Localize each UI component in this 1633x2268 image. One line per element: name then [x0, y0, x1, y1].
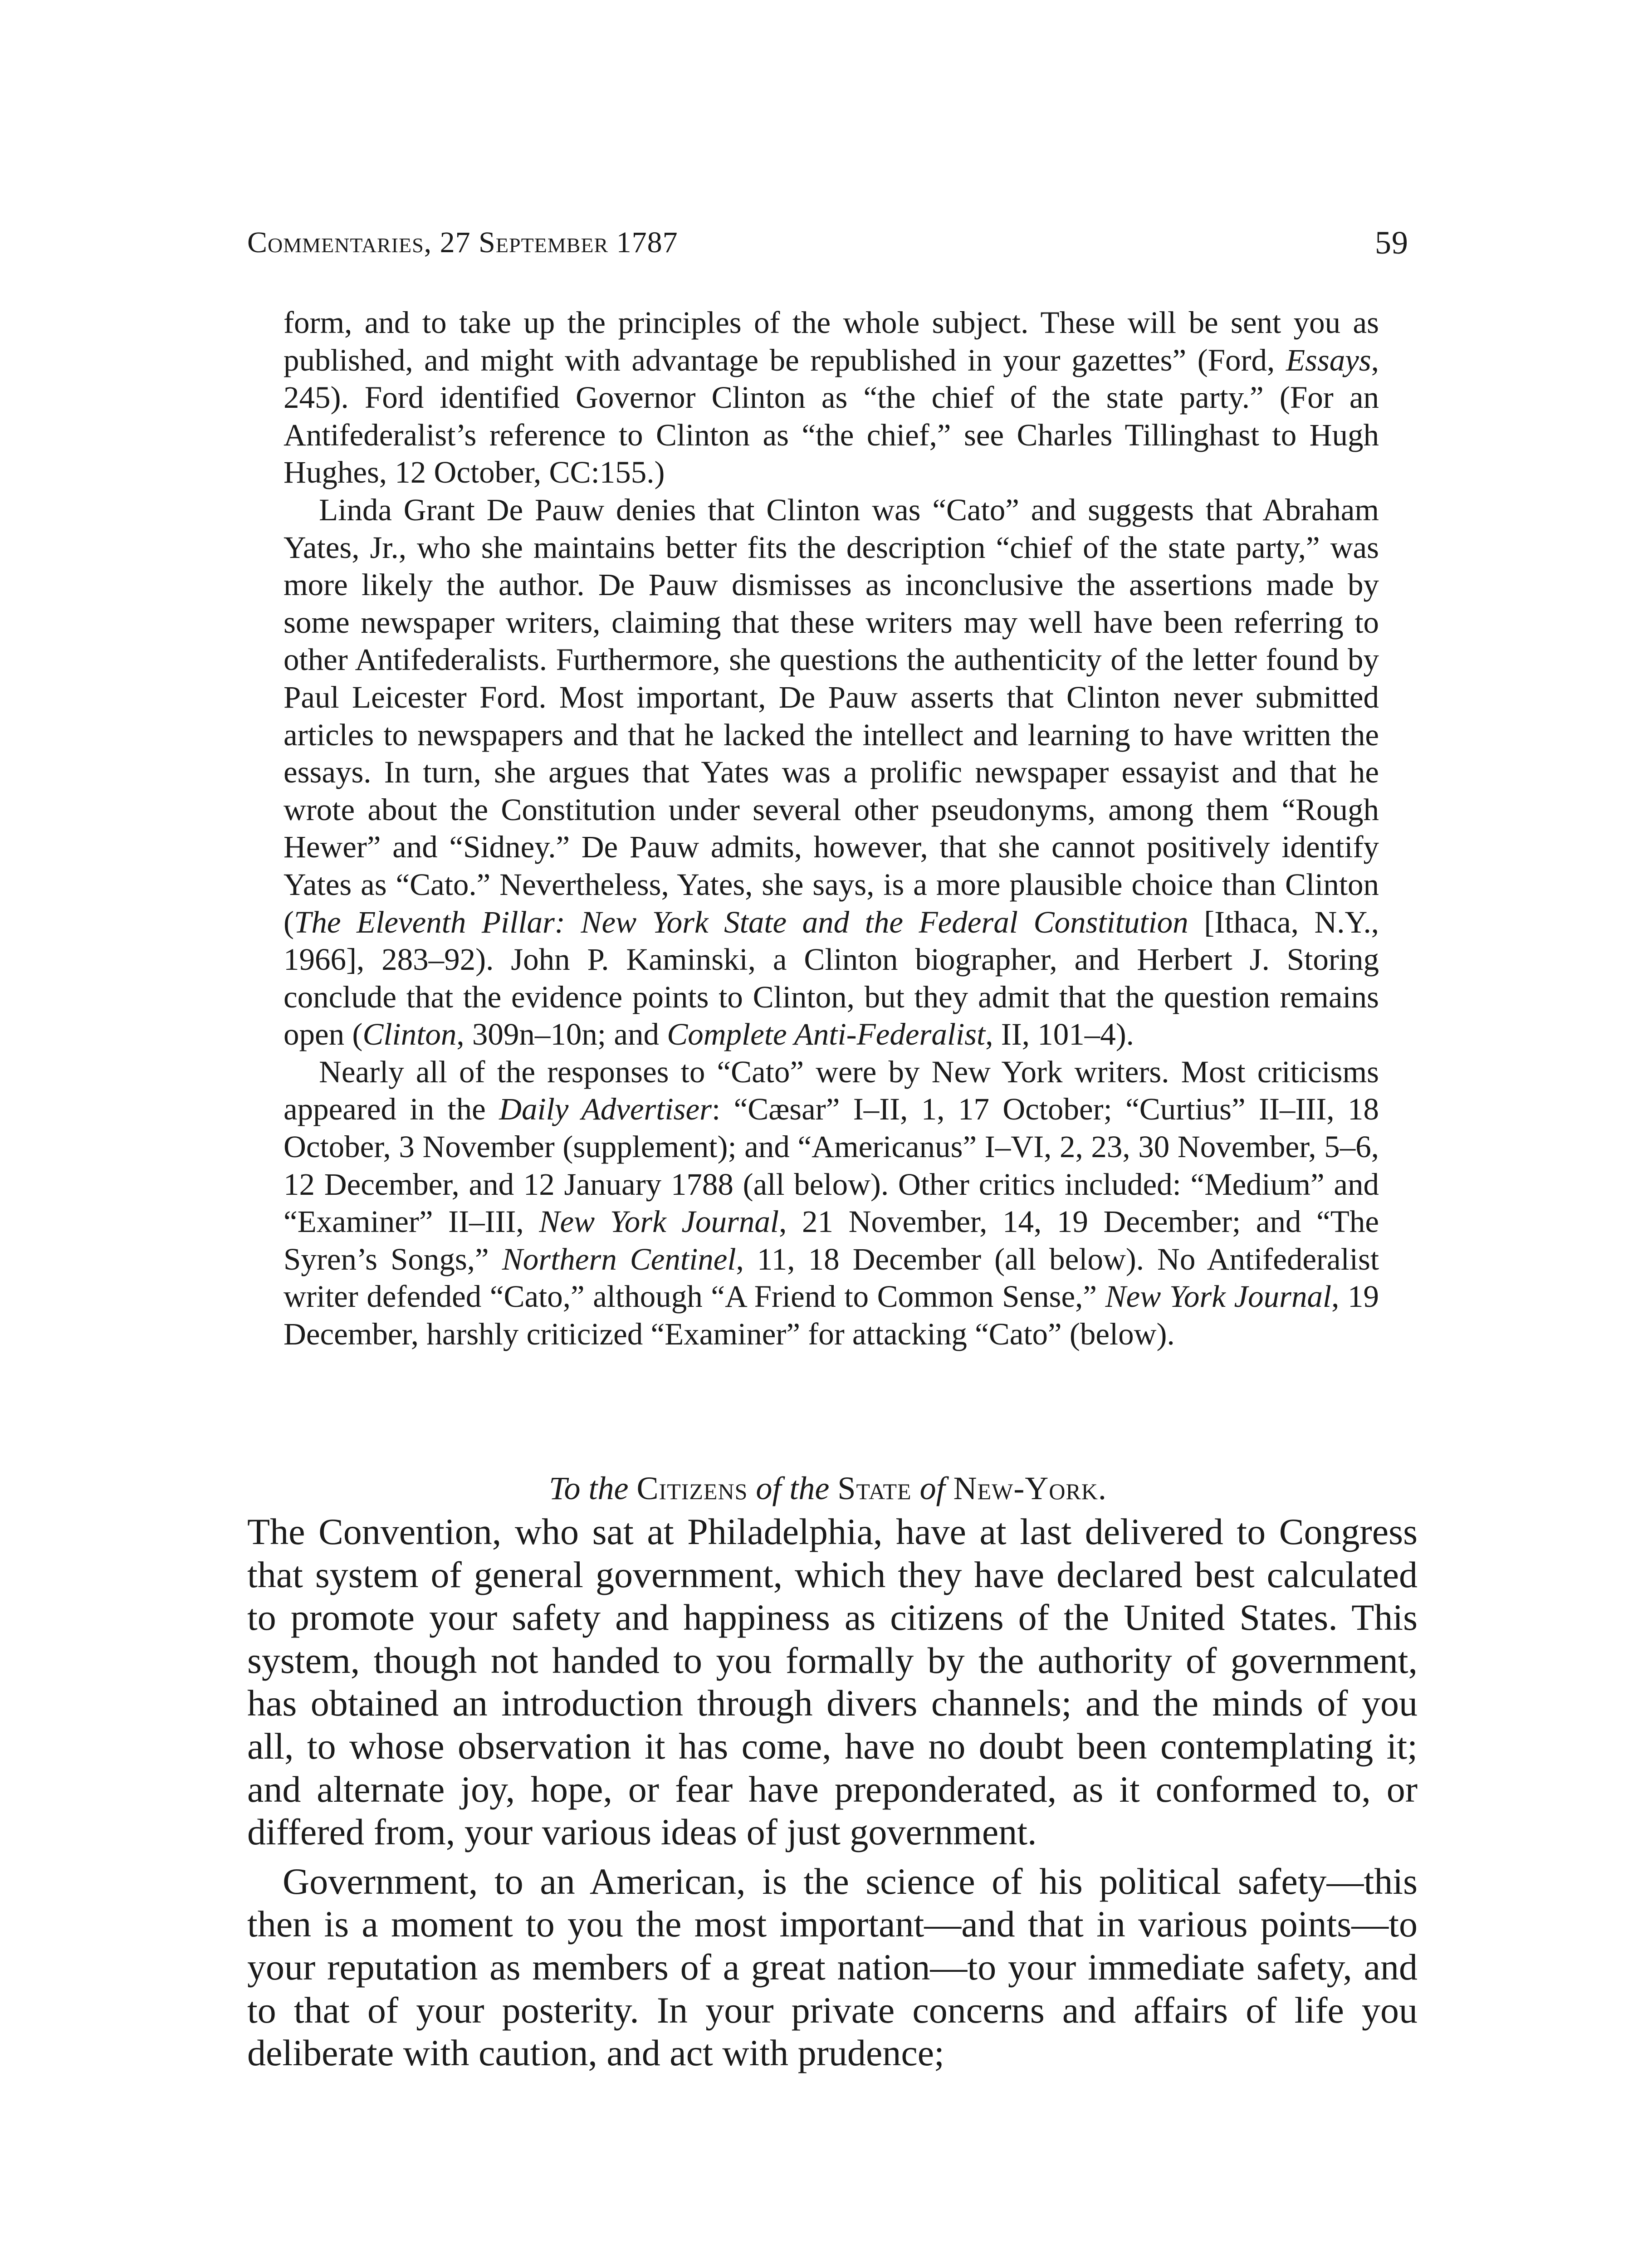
- italic-title: Essays: [1286, 342, 1371, 377]
- commentary-paragraph-3: [284, 1053, 1379, 1353]
- running-head-title: Commentaries, 27 September 1787: [247, 226, 678, 259]
- running-head: [247, 222, 1408, 263]
- text-run: , II, 101–4).: [985, 1017, 1134, 1052]
- italic-title: New York Journal: [1105, 1279, 1332, 1314]
- essay-paragraph-1: The Convention, who sat at Philadelphia, have at last delivered to Congress that system of general government, which they have declared best calculated to promote your safety and happiness as citizens of the United States. This system, though not handed to you formally by the authority of government, has obtained an introduction through divers channels; and the minds of you all, to whose observation it has come, have no doubt been contemplating it; and alternate joy, hope, or fear have preponderated, as it conformed to, or differed from, your various ideas of just government.: [247, 1511, 1418, 1853]
- italic-title: Clinton: [362, 1017, 457, 1052]
- text-run: , 19 December, harshly criticized “Examiner” for attacking “Cato” (below).: [284, 1279, 1379, 1352]
- italic-title: The Eleventh Pillar: New York State and the Federal Constitution: [293, 904, 1188, 939]
- italic-title: Daily Advertiser: [499, 1092, 712, 1127]
- commentary-paragraph-2: [284, 491, 1379, 1053]
- page-number: 59: [1375, 225, 1408, 261]
- text-run: , 11, 18 December (all below). No Antifederalist writer defended “Cato,” although “A Friend to Common Sense,”: [284, 1242, 1379, 1314]
- essay-body: [247, 1510, 1418, 2075]
- italic-title: Complete Anti-Federalist: [667, 1017, 986, 1052]
- text-run: , 309n–10n; and: [456, 1017, 667, 1052]
- essay-heading: [247, 1467, 1408, 1509]
- text-run: form, and to take up the principles of the whole subject. These will be sent you as published, and might with advantage be republished in your gazettes” (Ford,: [284, 305, 1379, 377]
- heading-word: New-York.: [953, 1470, 1107, 1506]
- commentary-paragraph-1: [284, 304, 1379, 491]
- text-run: [Ithaca, N.Y., 1966], 283–92). John P. Kaminski, a Clinton biographer, and Herbert J. Storing conclude that the evidence points to Clinton, but they admit that the question remains open (: [284, 904, 1379, 1052]
- text-run: Linda Grant De Pauw denies that Clinton was “Cato” and suggests that Abraham Yates, Jr., who she maintains better fits the description “chief of the state party,” was more likely the author. De Pauw dismisses as inconclusive the assertions made by some newspaper writers, claiming that these writers may well have been referring to other Antifederalists. Furthermore, she questions the authenticity of the letter found by Paul Leicester Ford. Most important, De Pauw asserts that Clinton never submitted articles to newspapers and that he lacked the intellect and learning to have written the essays. In turn, she argues that Yates was a prolific newspaper essayist and that he wrote about the Constitution under several other pseudonyms, among them “Rough Hewer” and “Sidney.” De Pauw admits, however, that she cannot positively identify Yates as “Cato.” Nevertheless, Yates, she says, is a more plausible choice than Clinton (: [284, 492, 1379, 939]
- italic-title: New York Journal: [539, 1204, 779, 1239]
- heading-word: To the: [549, 1470, 629, 1506]
- heading-word: Citizens: [636, 1470, 748, 1506]
- heading-word: of the: [756, 1470, 830, 1506]
- editorial-commentary: [284, 304, 1379, 1353]
- text-run: , 21 November, 14, 19 December; and “The Syren’s Songs,”: [284, 1204, 1379, 1276]
- heading-word: State: [837, 1470, 912, 1506]
- italic-title: Northern Centinel: [502, 1242, 736, 1276]
- heading-word: of: [919, 1470, 945, 1506]
- text-run: : “Cæsar” I–II, 1, 17 October; “Curtius” II–III, 18 October, 3 November (supplement); and “Americanus” I–VI, 2, 23, 30 November, 5–6, 12 December, and 12 January 1788 (all below). Other critics included: “Medium” and “Examiner” II–III,: [284, 1092, 1379, 1239]
- text-run: , 245). Ford identified Governor Clinton as “the chief of the state party.” (For an Antifederalist’s reference to Clinton as “the chief,” see Charles Tillinghast to Hugh Hughes, 12 October, CC:155.): [284, 342, 1379, 490]
- essay-paragraph-2: Government, to an American, is the science of his political safety—this then is a moment to you the most important—and that in various points—to your reputation as members of a great nation—to your immediate safety, and to that of your posterity. In your private concerns and affairs of life you deliberate with caution, and act with prudence;: [247, 1860, 1418, 2074]
- text-run: Nearly all of the responses to “Cato” were by New York writers. Most criticisms appeared in the: [284, 1054, 1379, 1127]
